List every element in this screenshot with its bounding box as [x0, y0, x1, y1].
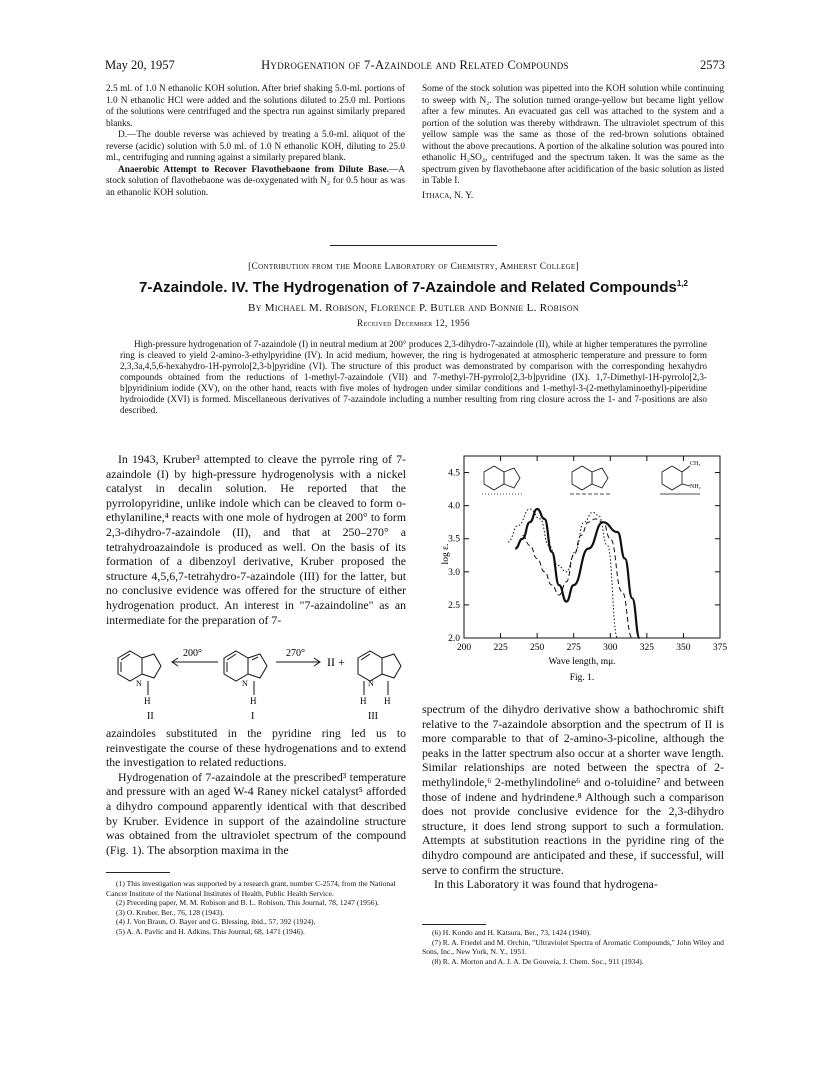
figure-caption: Fig. 1.: [569, 673, 595, 683]
header-running-title: Hydrogenation of 7-Azaindole and Related Compounds: [261, 58, 569, 72]
prev-article-left-column: [106, 84, 405, 199]
atom-n: N: [242, 679, 248, 688]
running-header: [105, 58, 725, 74]
x-tick-label: 275: [566, 643, 581, 653]
y-tick-label: 4.0: [448, 501, 460, 512]
product-label: II +: [327, 655, 345, 669]
atom-n: N: [368, 679, 374, 688]
article-separator: [330, 245, 497, 246]
prev-paragraph: D.—The double reverse was achieved by treating a 5.0-ml. aliquot of the reverse (acidic) solution with 5.0 ml. of 1.0 N ethanolic KOH, diluting to 25.0 ml., centrifuging and running against a similarly prepared blank.: [106, 130, 405, 163]
figure-1-uv-spectrum: [422, 452, 727, 684]
footnotes-right: [422, 928, 724, 966]
prev-paragraph-body: —A stock solution of flavothebaone was de-oxygenated with N₂ for 0.5 hour as was an ethanolic KOH solution.: [106, 164, 405, 198]
molecule-ii: [118, 651, 161, 695]
compound-label-iii: III: [368, 711, 378, 720]
x-tick-label: 300: [603, 643, 618, 653]
footnote: (5) A. A. Pavlic and H. Adkins, This Journal, 68, 1471 (1946).: [116, 926, 305, 936]
arrow-label-270: 270°: [286, 648, 305, 659]
x-tick-label: 375: [712, 643, 727, 653]
article-authors: By Michael M. Robison, Florence P. Butler and Bonnie L. Robison: [248, 302, 579, 314]
x-tick-label: 225: [493, 643, 508, 653]
inset-structures: [482, 466, 700, 494]
y-tick-label: 2.5: [448, 600, 460, 611]
body-column-1-continued: [106, 726, 406, 857]
footnote: (2) Preceding paper, M. M. Robison and B. L. Robison, This Journal, 78, 1247 (1956).: [116, 898, 379, 908]
x-tick-label: 350: [676, 643, 691, 653]
prev-paragraph-heading: Anaerobic Attempt to Recover Flavothebaone from Dilute Base.: [118, 164, 389, 175]
molecule-i: [224, 651, 267, 695]
body-paragraph: azaindoles substituted in the pyridine ring led us to reinvestigate the course of these hydrogenations and to extend the investigation to related reductions.: [106, 726, 406, 770]
y-tick-label: 3.0: [448, 567, 460, 578]
compound-label-i: I: [251, 711, 255, 720]
y-axis-label: log ε.: [441, 543, 451, 565]
body-paragraph: In 1943, Kruber³ attempted to cleave the pyrrole ring of 7-azaindole (I) by high-pressure hydrogenolysis with a nickel catalyst in decalin solution. He reported that the pyrrolopyridine, unlike indole which can be cleaved to form o-ethylaniline,⁴ reacts with one mole of hydrogen at 200° to form 2,3-dihydro-7-azaindole (II), and that at 250–270° a tetrahydroazaindole is produced as well. On the basis of its formation of a dibenzoyl derivative, Kruber proposed the structure 4,5,6,7-tetrahydro-7-azaindole (III) for the latter, but no conclusive evidence was offered for the structure of either hydrogenation product. An interest in "7-azaindoline" as an intermediate for the preparation of 7-: [106, 452, 406, 627]
footnote: (3) O. Kruber, Ber., 76, 128 (1943).: [116, 907, 225, 917]
spectrum-curve-solid: [515, 509, 639, 638]
contribution-line: [Contribution from the Moore Laboratory of Chemistry, Amherst College]: [248, 262, 579, 272]
inset-structure-azaindoline: [482, 466, 522, 494]
y-tick-label: 3.5: [448, 534, 460, 545]
atom-h: H: [250, 696, 257, 706]
molecule-iii: [358, 651, 401, 695]
footnotes-left: [106, 879, 406, 937]
footnote-rule: [106, 872, 170, 873]
footnote: (7) R. A. Friedel and M. Orchin, "Ultraviolet Spectra of Aromatic Compounds," John Wiley and Sons, Inc., New York, N. Y., 1951.: [422, 937, 724, 957]
prev-paragraph: Some of the stock solution was pipetted into the KOH solution while continuing to sweep with N₂. The solution turned orange-yellow but became light yellow after a few minutes. An evacuated gas cell was attached to the system and a portion of the solution was thereby withdrawn. The ultraviolet spectrum of this yellow sample was the same as those of the red-brown solutions obtained without the above precautions. A portion of the alkaline solution was poured into ethanolic H₂SO₄, centrifuged and the spectrum taken. It was the same as the spectrum given by flavothebaone after acidification of the basic solution as listed in Table I.: [422, 84, 724, 186]
prev-article-right-column: [422, 84, 724, 202]
footnote: (1) This investigation was supported by a research grant, number C-2574, from the National Cancer Institute of the National Institutes of Health, Public Health Service.: [106, 879, 396, 898]
footnote-rule: [422, 924, 486, 925]
body-column-2: [422, 702, 724, 892]
inset-structure-azaindole: [570, 466, 610, 494]
atom-h: H: [384, 696, 391, 706]
x-tick-label: 325: [639, 643, 654, 653]
atom-h: H: [360, 696, 367, 706]
y-tick-label: 2.0: [448, 634, 460, 644]
footnote: (6) H. Kondo and H. Katsura, Ber., 73, 1424 (1940).: [432, 928, 592, 937]
received-date: Received December 12, 1956: [357, 318, 470, 328]
arrow-label-200: 200°: [183, 648, 202, 659]
header-page-number: 2573: [700, 58, 725, 72]
y-tick-label: 4.5: [448, 468, 460, 479]
body-paragraph: spectrum of the dihydro derivative show a bathochromic shift relative to the 7-azaindole absorption and the spectrum of II is more comparable to that of 2-amino-3-picoline, although the peaks in the latter spectrum also occur at a shorter wave length. Similar relationships are noted between the spectra of 2-methylindole,⁶ 2-methylindoline⁶ and o-toluidine⁷ and between those of indene and hydrindene.⁸ Although such a comparison does not provide conclusive evidence for the 2,3-dihydro structure, it does lend strong support to such a formulation. Attempts at substitution reactions in the pyridine ring of the dihydro compound are anticipated and these, if successful, will serve to confirm the structure.: [422, 702, 724, 877]
inset-nh2-label: NH₂: [690, 484, 701, 490]
footnote: (4) J. Von Braun, O. Bayer and G. Blessing, ibid., 57, 392 (1924).: [116, 917, 316, 927]
abstract: High-pressure hydrogenation of 7-azaindole (I) in neutral medium at 200° produces 2,3-dihydro-7-azaindole (II), while at higher temperatures the pyrroline ring is cleaved to yield 2-amino-3-ethylpyridine (IV). In acid medium, however, the ring is hydrogenated at atmospheric temperature and pressure to form 2,3,3a,4,5,6-hexahydro-1H-pyrrolo[2,3-b]pyridine (VI). The structure of this product was demonstrated by comparison with the corresponding hexahydro compounds obtained from the reductions of 1-methyl-7-azaindole (VII) and 7-methyl-7H-pyrrolo[2,3-b]pyridine (IX). 1,7-Dimethyl-1H-pyrrolo[2,3-b]pyridinium iodide (XV), on the other hand, reacts with five moles of hydrogen under similar conditions and 1-methyl-3-(2-methylaminoethyl)-piperidine hydroiodide (XVI) is formed. Miscellaneous derivatives of 7-azaindole including a number resulting from ring closure across the 1- and 7-positions are also described.: [120, 339, 707, 415]
atom-n: N: [136, 679, 142, 688]
article-title-text: 7-Azaindole. IV. The Hydrogenation of 7-Azaindole and Related Compounds: [139, 279, 677, 296]
prev-paragraph: 2.5 ml. of 1.0 N ethanolic KOH solution. After brief shaking 5.0-ml. portions of 1.0 N ethanolic HCl were added and the solutions diluted to 25.0 ml. Portions of the solutions were centrifuged and the spectra run against similarly prepared blanks.: [106, 84, 405, 129]
footnote: (8) R. A. Morton and A. J. A. De Gouveia, J. Chem. Soc., 911 (1934).: [432, 956, 644, 966]
atom-h: H: [144, 696, 151, 706]
x-tick-label: 250: [530, 643, 545, 653]
x-tick-label: 200: [456, 643, 472, 653]
inset-ch3-label: CH₃: [690, 461, 701, 467]
article-title: [0, 279, 827, 296]
article-title-footnote-ref: 1,2: [676, 279, 688, 288]
x-axis-label: Wave length, mμ.: [548, 657, 616, 667]
prev-location: Ithaca, N. Y.: [422, 190, 474, 201]
compound-label-ii: II: [147, 711, 154, 720]
body-paragraph: Hydrogenation of 7-azaindole at the prescribed³ temperature and pressure with an aged W-4 Raney nickel catalyst⁵ afforded a dihydro compound apparently identical with that described by Kruber. Evidence in support of the azaindoline structure was obtained from the ultraviolet spectrum of the compound (Fig. 1). The absorption maxima in the: [106, 769, 406, 857]
header-date: May 20, 1957: [105, 58, 175, 72]
prev-paragraph: [106, 165, 405, 200]
intro-paragraph: [106, 452, 406, 627]
spectrum-curve-dotted: [508, 509, 618, 638]
reaction-scheme: [106, 640, 406, 720]
body-paragraph: In this Laboratory it was found that hydrogena-: [434, 877, 658, 892]
